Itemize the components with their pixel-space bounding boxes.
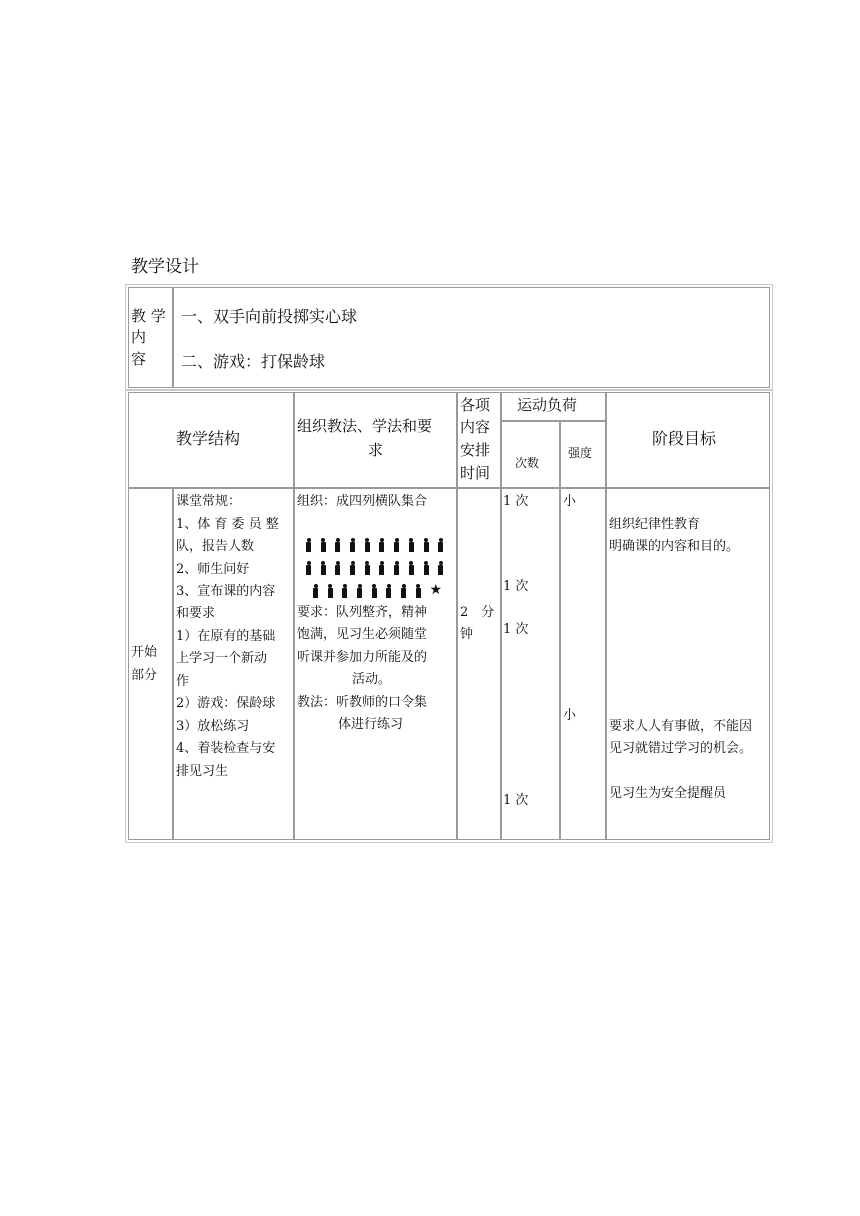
student-figure-icon	[415, 584, 422, 598]
header-time-line: 安排	[460, 441, 491, 459]
teacher-star-icon: ★	[429, 582, 443, 598]
goal-line: 组织纪律性教育	[609, 517, 701, 532]
header-intensity: 强度	[568, 446, 593, 460]
intensity-cell	[560, 488, 606, 840]
content-label-line: 内	[131, 328, 147, 346]
method-teach-line: 教法：听教师的口令集	[297, 695, 428, 710]
section-label-line: 部分	[131, 668, 158, 683]
student-figure-icon	[334, 561, 341, 575]
student-figure-icon	[385, 584, 392, 598]
content-label-line: 容	[131, 350, 147, 368]
structure-line: 1）在原有的基础	[176, 629, 276, 644]
student-figure-icon	[349, 561, 356, 575]
structure-line: 2、师生问好	[176, 562, 250, 577]
content-item: 二、游戏：打保龄球	[181, 352, 326, 371]
structure-line: 队，报告人数	[176, 539, 255, 554]
header-structure: 教学结构	[176, 429, 241, 448]
header-time-line: 内容	[460, 418, 491, 436]
header-method-cell	[294, 392, 457, 488]
section-label-line: 开始	[131, 645, 158, 660]
intensity-value: 小	[563, 708, 577, 723]
header-method-line: 求	[368, 441, 384, 459]
student-figure-icon	[320, 538, 327, 552]
formation-row	[305, 537, 452, 551]
student-figure-icon	[334, 538, 341, 552]
structure-line: 课堂常规：	[176, 494, 242, 509]
student-figure-icon	[364, 538, 371, 552]
student-figure-icon	[349, 538, 356, 552]
student-figure-icon	[341, 584, 348, 598]
goal-line: 明确课的内容和目的。	[609, 539, 740, 554]
count-value: 1 次	[503, 793, 529, 808]
content-label-line: 教 学	[131, 307, 166, 325]
method-org: 组织：成四列横队集合	[297, 494, 428, 509]
student-figure-icon	[408, 538, 415, 552]
content-item: 一、双手向前投掷实心球	[181, 307, 358, 326]
method-req-line: 听课并参加力所能及的	[297, 650, 428, 665]
student-figure-icon	[393, 561, 400, 575]
student-figure-icon	[371, 584, 378, 598]
time-line: 2 分	[460, 605, 495, 620]
student-figure-icon	[437, 538, 444, 552]
structure-line: 和要求	[176, 606, 216, 621]
header-count: 次数	[515, 456, 540, 470]
formation-row	[305, 560, 452, 574]
header-time-line: 各项	[460, 396, 491, 414]
student-figure-icon	[408, 561, 415, 575]
structure-line: 1、体 育 委 员 整	[176, 517, 279, 532]
method-req-line: 饱满，见习生必须随堂	[297, 627, 428, 642]
student-figure-icon	[320, 561, 327, 575]
student-figure-icon	[327, 584, 334, 598]
structure-line: 排见习生	[176, 764, 229, 779]
structure-line: 4、着装检查与安	[176, 741, 276, 756]
student-figure-icon	[305, 538, 312, 552]
content-items-cell	[173, 287, 770, 388]
structure-line: 3）放松练习	[176, 719, 250, 734]
goal-line: 见习生为安全提醒员	[609, 786, 727, 801]
student-figure-icon	[312, 584, 319, 598]
method-teach-line: 体进行练习	[338, 717, 404, 732]
structure-line: 作	[176, 674, 190, 689]
header-time-line: 时间	[460, 464, 491, 482]
time-cell	[457, 488, 501, 840]
header-method-line: 组织教法、学法和要	[297, 417, 433, 435]
student-figure-icon	[393, 538, 400, 552]
goal-line: 见习就错过学习的机会。	[609, 741, 753, 756]
method-req-line: 活动。	[352, 672, 392, 687]
section-cell	[128, 488, 173, 840]
structure-line: 上学习一个新动	[176, 651, 268, 666]
method-req-line: 要求：队列整齐，精神	[297, 605, 428, 620]
count-value: 1 次	[503, 579, 529, 594]
formation-row	[312, 583, 442, 597]
document-heading: 教学设计	[131, 257, 199, 277]
count-cell	[501, 488, 560, 840]
student-figure-icon	[356, 584, 363, 598]
structure-line: 3、宣布课的内容	[176, 584, 276, 599]
goal-line: 要求人人有事做，不能因	[609, 719, 753, 734]
header-load: 运动负荷	[517, 396, 578, 414]
header-count-cell	[501, 421, 560, 488]
student-figure-icon	[364, 561, 371, 575]
student-figure-icon	[400, 584, 407, 598]
student-figure-icon	[423, 538, 430, 552]
student-figure-icon	[378, 538, 385, 552]
student-figure-icon	[378, 561, 385, 575]
student-figure-icon	[423, 561, 430, 575]
time-line: 钟	[460, 627, 474, 642]
structure-line: 2）游戏：保龄球	[176, 696, 276, 711]
student-figure-icon	[305, 561, 312, 575]
header-goal: 阶段目标	[652, 429, 717, 448]
count-value: 1 次	[503, 494, 529, 509]
student-figure-icon	[437, 561, 444, 575]
intensity-value: 小	[563, 494, 577, 509]
count-value: 1 次	[503, 622, 529, 637]
